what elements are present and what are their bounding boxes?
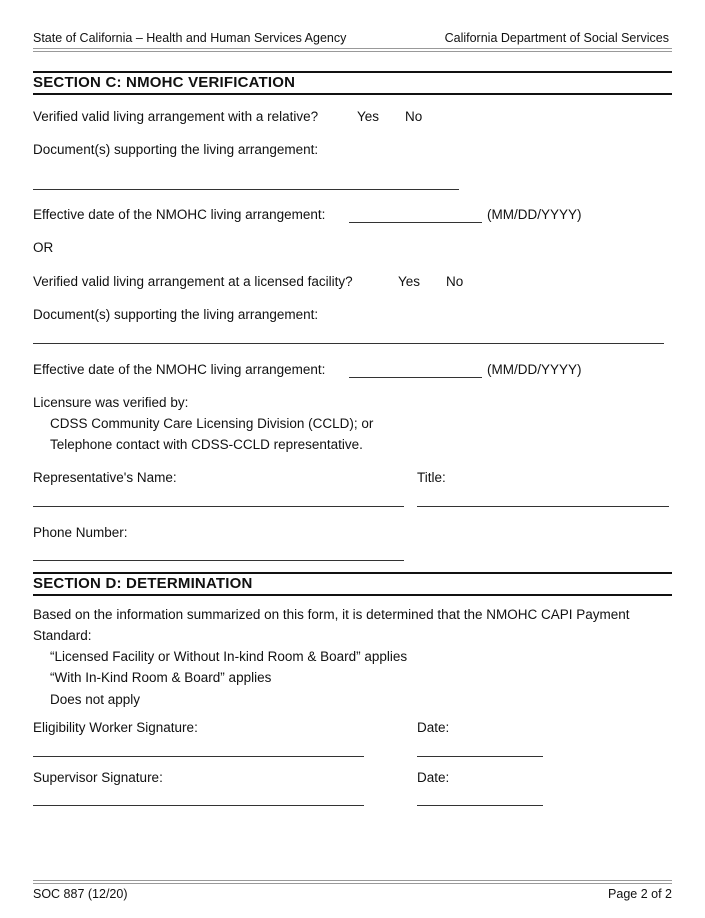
determination-option-licensed[interactable]: “Licensed Facility or Without In-kind Room & Board” applies <box>50 649 408 664</box>
or-label: OR <box>33 240 54 255</box>
effective-date-format-1: (MM/DD/YYYY) <box>487 207 582 222</box>
footer-divider <box>33 880 672 884</box>
determination-intro-line1: Based on the information summarized on this form, it is determined that the NMOHC CAPI Payment <box>33 607 630 622</box>
header-agency: State of California – Health and Human Services Agency <box>33 31 347 45</box>
eligibility-worker-signature-label: Eligibility Worker Signature: <box>33 720 198 735</box>
section-d-title: SECTION D: DETERMINATION <box>33 575 253 592</box>
documents-label-1: Document(s) supporting the living arrangement: <box>33 142 319 157</box>
header-divider <box>33 48 672 52</box>
relative-yes-option[interactable]: Yes <box>357 109 380 124</box>
effective-date-label-2: Effective date of the NMOHC living arrangement: <box>33 362 326 377</box>
question-facility: Verified valid living arrangement at a licensed facility? <box>33 274 353 289</box>
representative-title-label: Title: <box>417 470 446 485</box>
documents-label-2: Document(s) supporting the living arrangement: <box>33 307 319 322</box>
facility-no-option[interactable]: No <box>446 274 464 289</box>
section-c-bottom-rule <box>33 93 672 95</box>
footer-page-number: Page 2 of 2 <box>608 887 672 901</box>
question-relative: Verified valid living arrangement with a relative? <box>33 109 319 124</box>
determination-option-in-kind[interactable]: “With In-Kind Room & Board” applies <box>50 670 272 685</box>
phone-number-label: Phone Number: <box>33 525 128 540</box>
footer-form-number: SOC 887 (12/20) <box>33 887 128 901</box>
representative-name-label: Representative's Name: <box>33 470 177 485</box>
effective-date-field-2[interactable] <box>349 377 482 378</box>
date-label-2: Date: <box>417 770 450 785</box>
effective-date-label-1: Effective date of the NMOHC living arrangement: <box>33 207 326 222</box>
section-c-title: SECTION C: NMOHC VERIFICATION <box>33 74 296 91</box>
representative-name-field[interactable] <box>33 506 404 507</box>
date-field-1[interactable] <box>417 756 543 757</box>
relative-no-option[interactable]: No <box>405 109 423 124</box>
representative-title-field[interactable] <box>417 506 669 507</box>
section-d-bottom-rule <box>33 594 672 596</box>
licensure-option-ccld[interactable]: CDSS Community Care Licensing Division (CCLD); or <box>50 416 374 431</box>
eligibility-worker-signature-field[interactable] <box>33 756 364 757</box>
documents-field-2[interactable] <box>33 343 664 344</box>
documents-field-1[interactable] <box>33 189 459 190</box>
licensure-label: Licensure was verified by: <box>33 395 189 410</box>
effective-date-format-2: (MM/DD/YYYY) <box>487 362 582 377</box>
supervisor-signature-field[interactable] <box>33 805 364 806</box>
supervisor-signature-label: Supervisor Signature: <box>33 770 163 785</box>
licensure-option-telephone[interactable]: Telephone contact with CDSS-CCLD representative. <box>50 437 363 452</box>
section-c-top-rule <box>33 71 672 73</box>
date-label-1: Date: <box>417 720 450 735</box>
section-d-top-rule <box>33 572 672 574</box>
determination-intro-line2: Standard: <box>33 628 92 643</box>
header-department: California Department of Social Services <box>444 31 669 45</box>
phone-number-field[interactable] <box>33 560 404 561</box>
facility-yes-option[interactable]: Yes <box>398 274 421 289</box>
effective-date-field-1[interactable] <box>349 222 482 223</box>
determination-option-not-apply[interactable]: Does not apply <box>50 692 141 707</box>
date-field-2[interactable] <box>417 805 543 806</box>
